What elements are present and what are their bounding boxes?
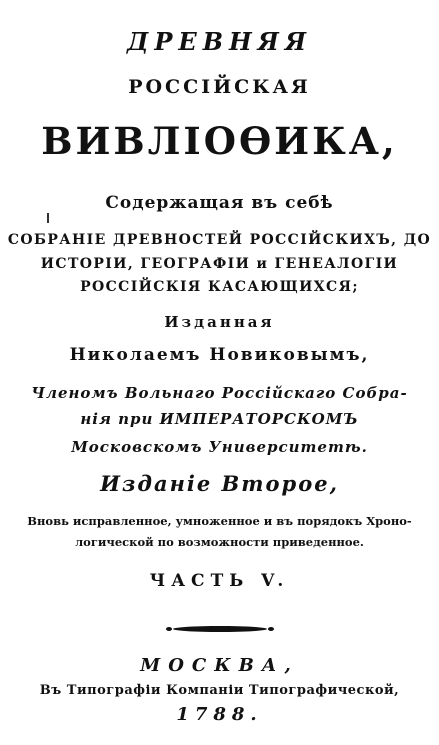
publication-year: 1788.	[176, 704, 263, 725]
description-line-2: ИСТОРІИ, ГЕОГРАФІИ и ГЕНЕАЛОГІИ	[40, 256, 399, 272]
title-line-2: РОССІЙСКАЯ	[128, 76, 311, 98]
revised-line-1: Вновь исправленное, умноженное и въ порядокъ Хроно-	[27, 514, 412, 528]
member-line-3: Московскомъ Университетѣ.	[71, 438, 368, 456]
city-name: МОСКВА,	[140, 655, 299, 676]
edition-label: Изданіе Второе,	[100, 471, 339, 496]
author-name: Николаемъ Новиковымъ,	[69, 345, 370, 365]
part-number: ЧАСТЬ V.	[149, 571, 290, 591]
ornament-rule-right-tip	[268, 627, 274, 631]
published-label: Изданная	[164, 313, 275, 331]
description-line-1: СОБРАНІЕ ДРЕВНОСТЕЙ РОССІЙСКИХЪ, ДО	[7, 232, 432, 248]
ink-speck	[47, 213, 49, 223]
title-line-1: ДРЕВНЯЯ	[127, 27, 312, 56]
description-line-3: РОССІЙСКІЯ КАСАЮЩИХСЯ;	[80, 279, 359, 295]
printer-line: Въ Типографіи Компаніи Типографической,	[39, 683, 400, 698]
member-line-2: нія при ИМПЕРАТОРСКОМЪ	[80, 410, 359, 428]
member-line-1: Членомъ Вольнаго Россійскаго Собра-	[31, 384, 408, 402]
ornament-rule	[173, 626, 267, 632]
ornament-rule-left-tip	[166, 627, 172, 631]
revised-line-2: логической по возможности приведенное.	[75, 535, 364, 549]
contents-label: Содержащая въ себѣ	[105, 193, 334, 213]
title-line-3: ВИВЛІОѲИКА,	[41, 119, 398, 163]
